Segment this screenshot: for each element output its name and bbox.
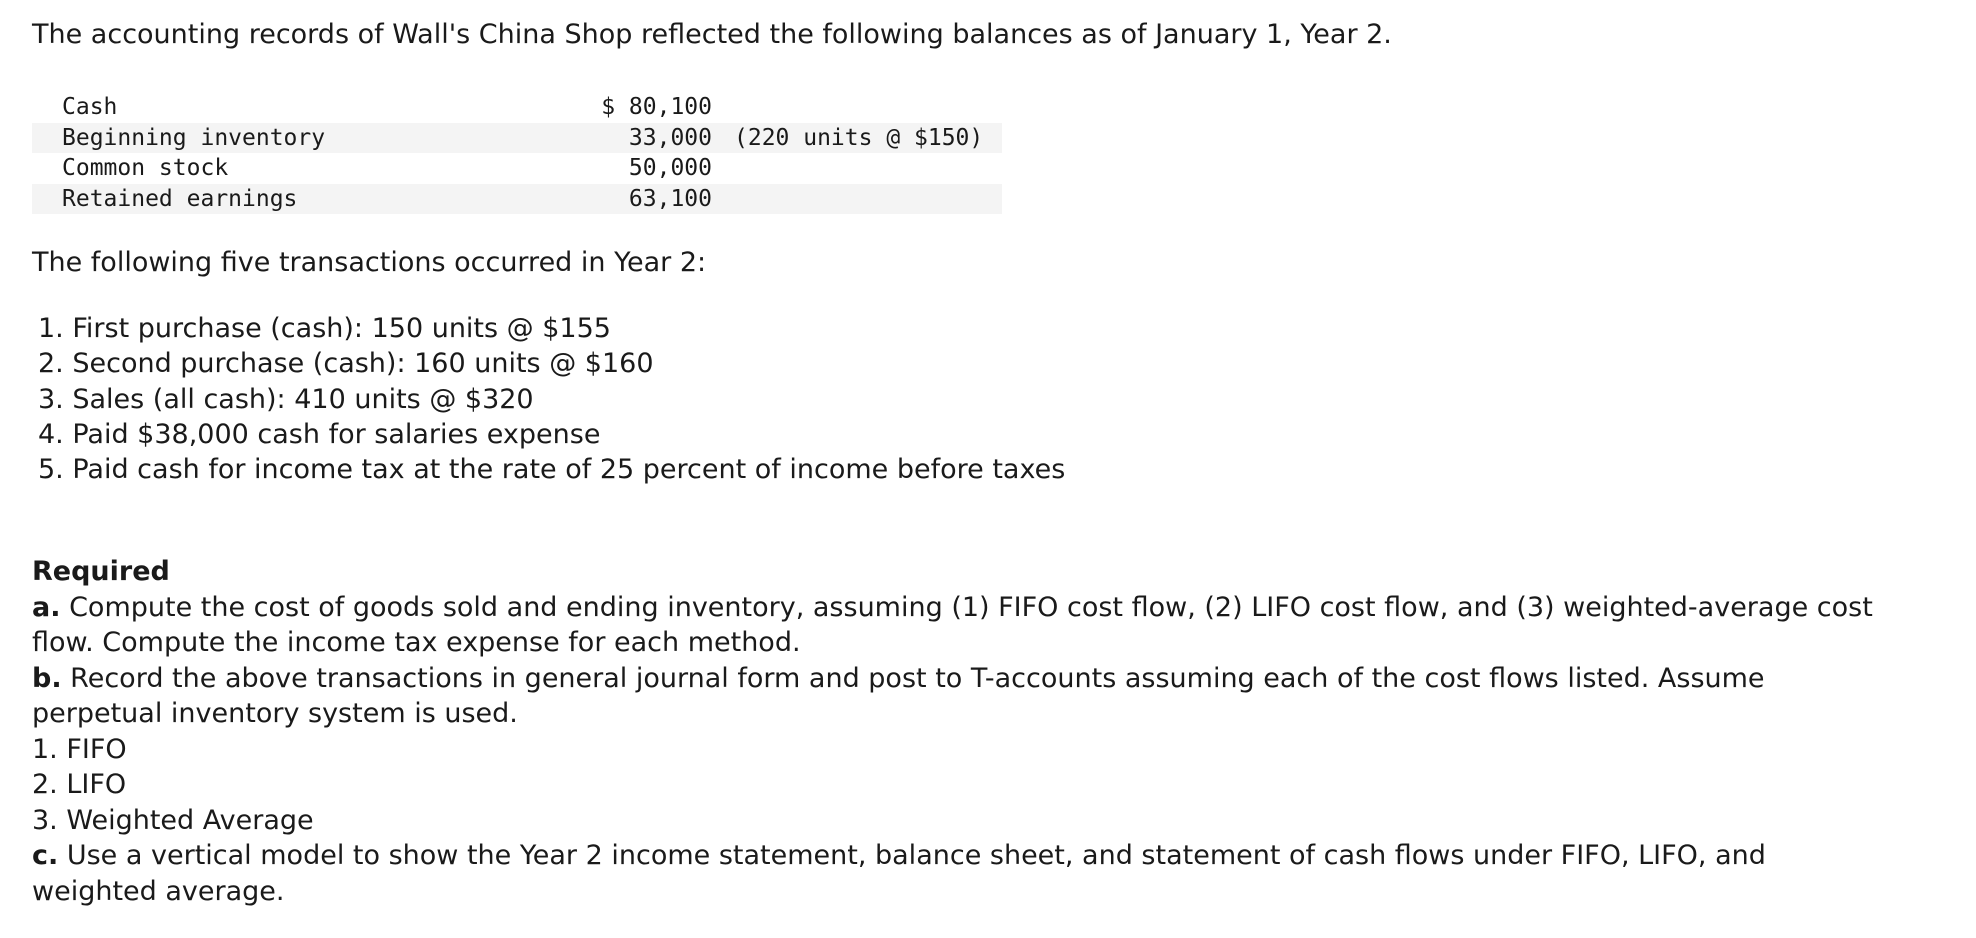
opening-balances-table xyxy=(32,92,1002,214)
list-item: 3. Sales (all cash): 410 units @ $320 xyxy=(38,383,534,415)
intro-text: The accounting records of Wall's China Shop reflected the following balances as of January 1, Year 2. xyxy=(32,19,1392,50)
balance-amount: $ 80,100 xyxy=(601,94,712,121)
requirement-b-continuation: perpetual inventory system is used. xyxy=(32,698,518,729)
requirement-c-label: c. xyxy=(32,840,59,871)
balance-note xyxy=(712,184,1002,215)
requirement-a-line xyxy=(32,590,1952,626)
table-row xyxy=(32,92,1002,123)
balance-amount: 50,000 xyxy=(628,155,712,182)
transactions-title: The following five transactions occurred in Year 2: xyxy=(32,247,707,278)
balance-amount: 63,100 xyxy=(628,185,712,212)
balance-note xyxy=(712,92,1002,123)
balance-note: (220 units @ $150) xyxy=(734,124,984,151)
requirement-a-label: a. xyxy=(32,591,61,623)
required-heading: Required xyxy=(32,556,170,587)
balance-amount: 33,000 xyxy=(628,124,712,151)
method-item-fifo: 1. FIFO xyxy=(32,733,127,765)
requirement-c-line xyxy=(32,838,1952,874)
method-item-weighted-average: 3. Weighted Average xyxy=(32,804,314,836)
balance-label: Retained earnings xyxy=(62,185,298,212)
requirement-c-text: Use a vertical model to show the Year 2 income statement, balance sheet, and statement of cash flows under FIFO, LIFO, and xyxy=(58,840,1766,871)
balance-label: Common stock xyxy=(62,155,229,182)
table-row xyxy=(32,184,1002,215)
list-item: 4. Paid $38,000 cash for salaries expense xyxy=(38,418,601,450)
list-item: 5. Paid cash for income tax at the rate of 25 percent of income before taxes xyxy=(38,454,1066,486)
balance-note xyxy=(712,153,1002,184)
transactions-list xyxy=(38,311,1065,487)
requirement-c-continuation: weighted average. xyxy=(32,875,285,907)
method-item-lifo: 2. LIFO xyxy=(32,769,127,800)
requirement-a-text: Compute the cost of goods sold and ending inventory, assuming (1) FIFO cost flow, (2) LIFO cost flow, and (3) weighted-average cost xyxy=(60,591,1873,623)
list-item: 1. First purchase (cash): 150 units @ $155 xyxy=(38,313,611,344)
requirement-b-label: b. xyxy=(32,662,62,694)
balance-label: Beginning inventory xyxy=(62,124,326,151)
requirement-b-text: Record the above transactions in general journal form and post to T-accounts assuming each of the cost flows listed. Assume xyxy=(61,662,1765,694)
requirement-a-continuation: flow. Compute the income tax expense for each method. xyxy=(32,627,801,658)
required-section xyxy=(32,554,1952,909)
table-row xyxy=(32,153,1002,184)
requirement-b-line xyxy=(32,661,1952,697)
list-item: 2. Second purchase (cash): 160 units @ $160 xyxy=(38,348,654,380)
balance-label: Cash xyxy=(62,94,118,121)
table-row xyxy=(32,123,1002,154)
